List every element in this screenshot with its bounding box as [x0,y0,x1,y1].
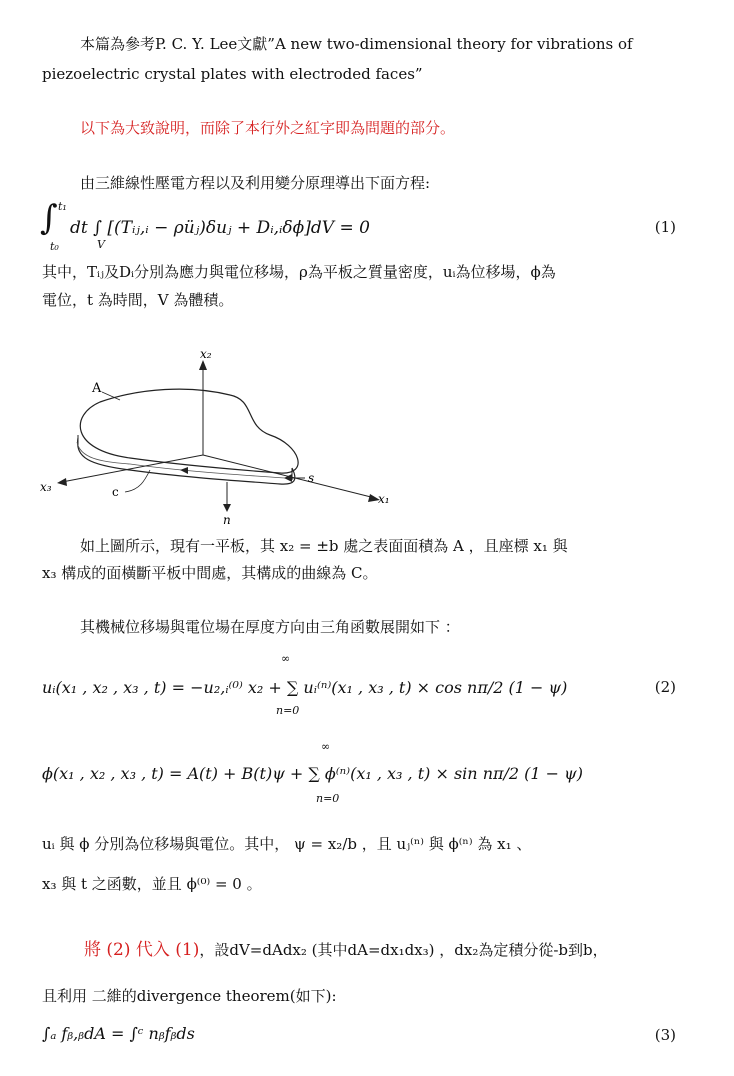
figure-desc-line-1: 如上圖所示，現有一平板，其 x₂ = ±b 處之表面面積為 A ，且座標 x₁ 與 [80,537,568,555]
s-label: s [308,471,315,485]
equation-phi-body: ϕ(x₁ , x₂ , x₃ , t) = A(t) + B(t)ψ + ∑ ϕ⁽ⁿ⁾(x₁ , x₃ , t) × sin nπ/2 (1 − ψ) [42,764,583,783]
sum-upper-limit: ∞ [281,652,291,665]
equation-2 [0,652,734,722]
expansion-intro: 其機械位移場與電位場在厚度方向由三角函數展開如下 ： [80,618,460,636]
equation-3 [0,1024,734,1054]
equation-1 [0,196,734,256]
x3-label: x₃ [40,480,52,494]
equation-2-number: (2) [654,678,676,696]
plate-figure [30,340,410,530]
volume-label: V [97,238,105,251]
x2-label: x₂ [200,347,212,361]
equation-phi [0,740,734,810]
definition-line-2: x₃ 與 t 之函數，並且 ϕ⁽⁰⁾ = 0 。 [42,875,262,893]
where-line-2: 電位，t 為時間，V 為體積。 [42,291,234,309]
figure-desc-line-2: x₃ 構成的面橫斷平板中間處，其構成的曲線為 C。 [42,564,378,582]
sum-lower-limit: n=0 [276,704,300,717]
equation-3-body: ∫ₐ fᵦ,ᵦdA = ∫ᶜ nᵦfᵦds [42,1024,195,1043]
equation-1-body: dt ∫ [(Tᵢⱼ,ᵢ − ρüⱼ)δuⱼ + Dᵢ,ᵢδϕ]dV = 0 [70,218,370,238]
equation-2-body: uᵢ(x₁ , x₂ , x₃ , t) = −u₂,ᵢ⁽⁰⁾ x₂ + ∑ uᵢ⁽ⁿ⁾(x₁ , x₃ , t) × cos nπ/2 (1 − ψ) [42,678,568,697]
derivation-intro: 由三維線性壓電方程以及利用變分原理導出下面方程: [80,174,431,192]
substitution-line [84,940,608,960]
divergence-line: 且利用 二維的divergence theorem(如下): [42,987,337,1005]
x1-label: x₁ [378,492,390,506]
intro-line-1: 本篇為參考P. C. Y. Lee文獻”A new two-dimensional theory for vibrations of [80,35,633,53]
curve-c-label: c [112,485,119,499]
notice-text: 以下為大致說明，而除了本行外之紅字即為問題的部分。 [80,119,456,137]
n-label: n [223,513,231,527]
area-label: A [92,381,102,396]
integral-sign: ∫ [40,198,58,238]
substitution-red-text: 將 (2) 代入 (1) [84,940,200,960]
equation-3-number: (3) [654,1026,676,1044]
definition-line-1: uᵢ 與 ϕ 分別為位移場與電位。其中， ψ = x₂/b ，且 uⱼ⁽ⁿ⁾ 與 ϕ⁽ⁿ⁾ 為 x₁ 、 [42,835,532,853]
sum-lower-limit: n=0 [316,792,340,805]
integral-lower-limit: t₀ [50,240,59,253]
equation-1-number: (1) [654,218,676,236]
where-line-1: 其中，Tᵢⱼ及Dᵢ分別為應力與電位移場，ρ為平板之質量密度，uᵢ為位移場，ϕ為 [42,263,556,281]
intro-line-2: piezoelectric crystal plates with electroded faces” [42,65,423,83]
integral-upper-limit: t₁ [58,200,67,213]
sum-upper-limit: ∞ [321,740,331,753]
substitution-rest-text: ，設dV=dAdx₂ (其中dA=dx₁dx₃) ，dx₂為定積分從-b到b， [199,941,608,959]
